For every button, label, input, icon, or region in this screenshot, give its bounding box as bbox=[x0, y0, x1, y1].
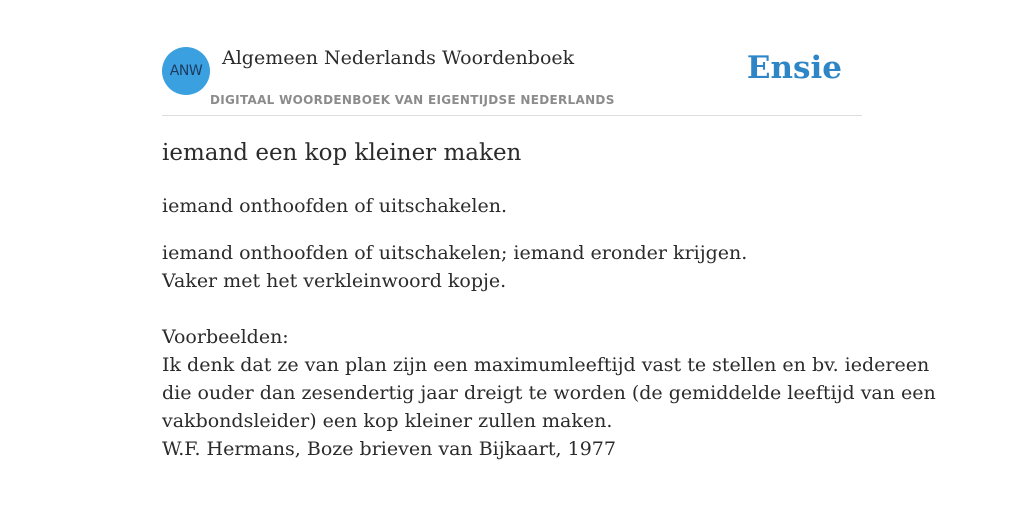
short-definition: iemand onthoofden of uitschakelen. bbox=[162, 195, 508, 217]
site-title[interactable]: Algemeen Nederlands Woordenboek bbox=[222, 47, 575, 69]
header bbox=[162, 0, 862, 116]
entry-card bbox=[162, 0, 936, 460]
examples-heading: Voorbeelden: bbox=[162, 326, 289, 348]
entry-body bbox=[162, 239, 936, 463]
usage-note: Vaker met het verkleinwoord kopje. bbox=[162, 270, 507, 292]
definition-line: iemand onthoofden of uitschakelen; iemand eronder krijgen. bbox=[162, 242, 748, 264]
ensie-brand-logo[interactable]: Ensie bbox=[746, 50, 842, 86]
example-line: die ouder dan zesendertig jaar dreigt te worden (de gemiddelde leeftijd van een bbox=[162, 382, 936, 404]
example-line: vakbondsleider) een kop kleiner zullen maken. bbox=[162, 410, 613, 432]
example-line: Ik denk dat ze van plan zijn een maximumleeftijd vast te stellen en bv. iedereen bbox=[162, 354, 930, 376]
site-subtitle: DIGITAAL WOORDENBOEK VAN EIGENTIJDSE NEDERLANDS bbox=[210, 93, 615, 107]
spacer bbox=[162, 295, 862, 323]
anw-logo[interactable] bbox=[162, 47, 210, 95]
logo-text: ANW bbox=[169, 63, 203, 79]
entry-term: iemand een kop kleiner maken bbox=[162, 140, 522, 166]
example-source: W.F. Hermans, Boze brieven van Bijkaart, 1977 bbox=[162, 438, 616, 460]
